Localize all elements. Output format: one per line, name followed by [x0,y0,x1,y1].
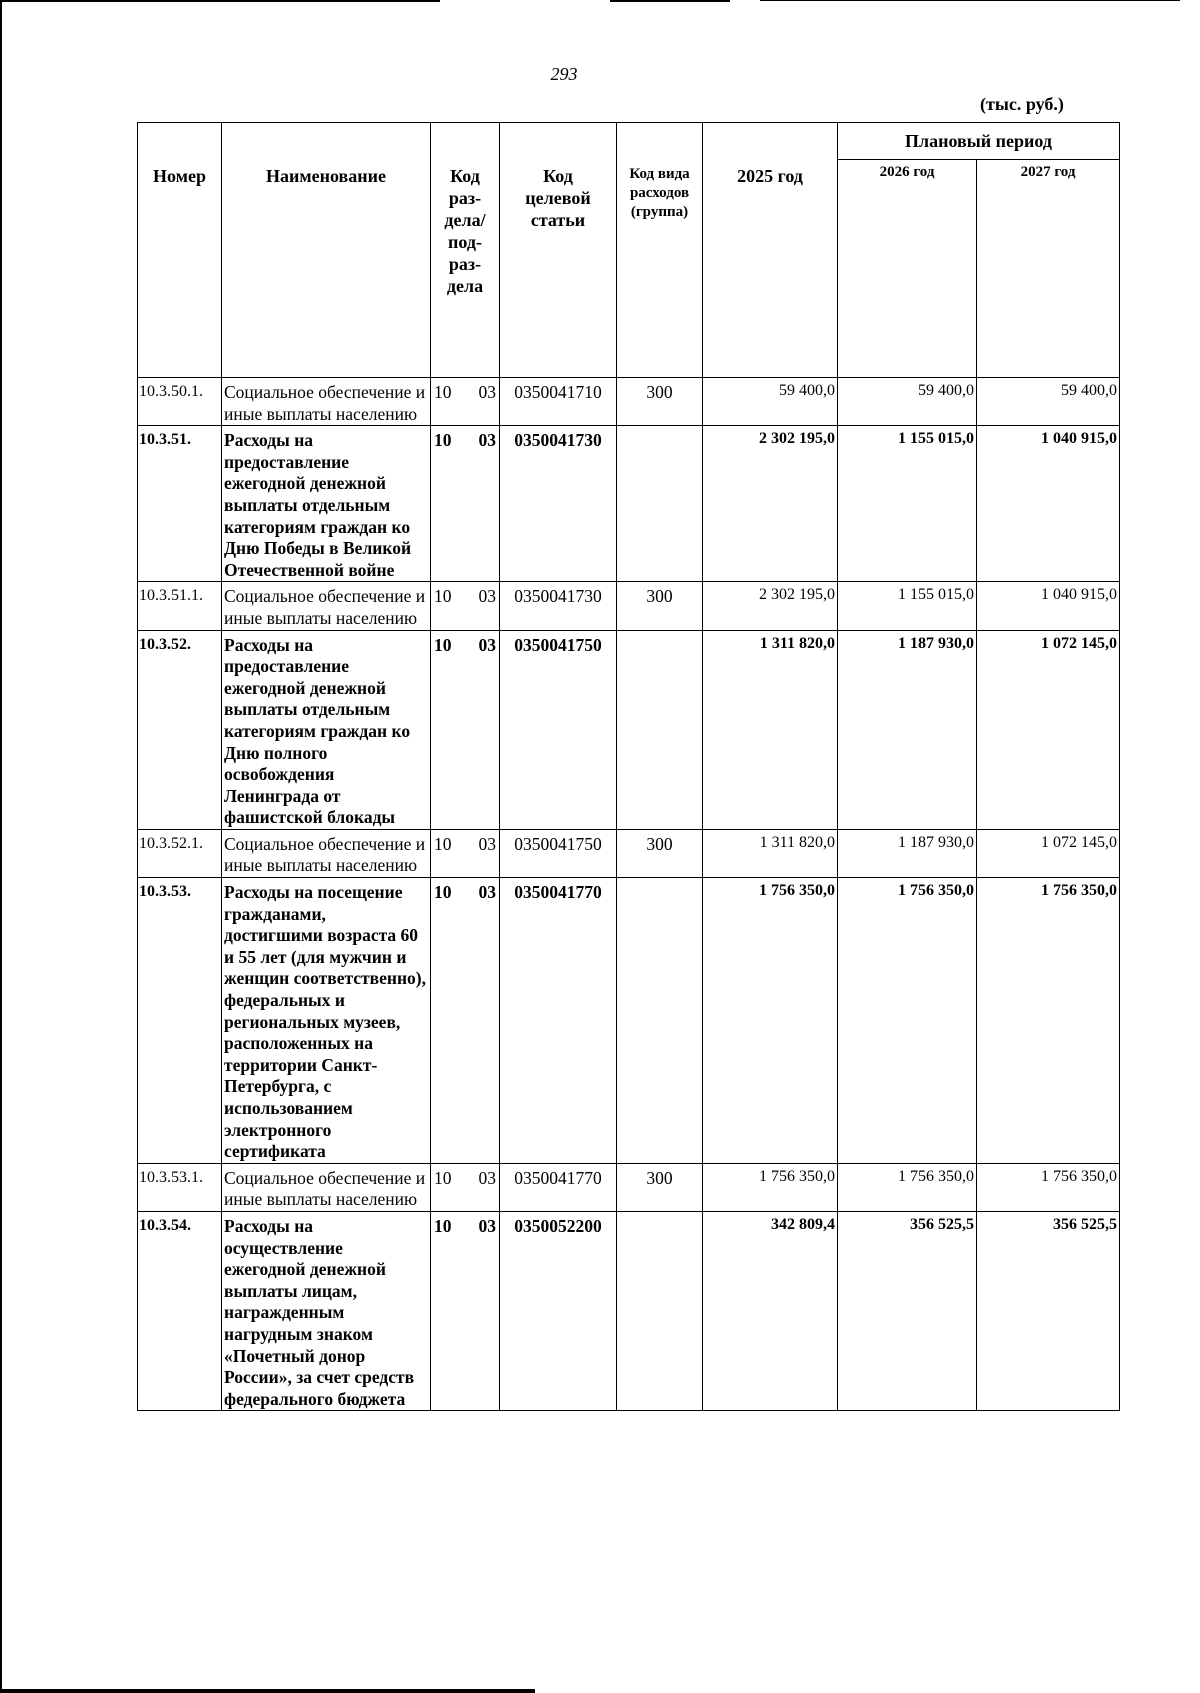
row-value-2025: 1 311 820,0 [703,630,838,829]
table-row [138,582,1120,630]
row-section-code [431,630,500,829]
header-year-2025: 2025 год [703,123,838,378]
row-target-code: 0350041770 [500,1163,617,1211]
row-section-code [431,1211,500,1410]
row-name: Социальное обеспечение и иные выплаты населению [222,1163,431,1211]
row-subsection: 03 [478,586,496,607]
row-value-2025: 1 311 820,0 [703,829,838,877]
row-expense-type: 300 [617,1163,703,1211]
row-expense-type [617,1211,703,1410]
row-value-2027: 1 072 145,0 [977,829,1120,877]
row-target-code: 0350052200 [500,1211,617,1410]
row-target-code: 0350041730 [500,582,617,630]
row-section: 10 [434,833,452,854]
row-expense-type: 300 [617,829,703,877]
row-value-2027: 1 040 915,0 [977,582,1120,630]
row-expense-type [617,426,703,582]
header-expense-type: Код вида расходов (группа) [617,123,703,378]
row-target-code: 0350041750 [500,630,617,829]
budget-table [137,122,1120,1411]
row-section-code [431,378,500,426]
row-number: 10.3.52. [138,630,222,829]
row-subsection: 03 [478,882,496,903]
header-name: Наименование [222,123,431,378]
row-subsection: 03 [478,430,496,451]
row-expense-type [617,878,703,1164]
row-value-2026: 1 756 350,0 [838,1163,977,1211]
row-section: 10 [434,586,452,607]
table-row [138,1163,1120,1211]
row-number: 10.3.52.1. [138,829,222,877]
row-value-2025: 1 756 350,0 [703,1163,838,1211]
row-value-2026: 1 756 350,0 [838,878,977,1164]
row-value-2025: 2 302 195,0 [703,582,838,630]
row-number: 10.3.51. [138,426,222,582]
row-name: Социальное обеспечение и иные выплаты населению [222,829,431,877]
row-name: Социальное обеспечение и иные выплаты населению [222,378,431,426]
header-number: Номер [138,123,222,378]
row-value-2025: 1 756 350,0 [703,878,838,1164]
row-subsection: 03 [478,1167,496,1188]
row-value-2026: 1 155 015,0 [838,426,977,582]
table-body [138,378,1120,1411]
header-year-2026: 2026 год [838,160,977,378]
row-subsection: 03 [478,382,496,402]
scan-edge-bottom [0,1689,535,1693]
row-target-code: 0350041710 [500,378,617,426]
scan-edge-left [0,0,2,1693]
header-planned-period: Плановый период [838,123,1120,160]
row-section-code [431,1163,500,1211]
table-row [138,378,1120,426]
row-number: 10.3.53. [138,878,222,1164]
row-expense-type: 300 [617,582,703,630]
row-name: Расходы на посещение гражданами, достигшими возраста 60 и 55 лет (для мужчин и женщин соответственно), федеральных и региональных музеев, расположенных на территории Санкт-Петербурга, с использованием электронного сертификата [222,878,431,1164]
scan-edge-top [760,0,1180,1]
row-name: Расходы на осуществление ежегодной денежной выплаты лицам, награжденным нагрудным знаком «Почетный донор России», за счет средств федерального бюджета [222,1211,431,1410]
scan-edge-top [610,0,730,2]
row-number: 10.3.54. [138,1211,222,1410]
row-name: Расходы на предоставление ежегодной денежной выплаты отдельным категориям граждан ко Дню Победы в Великой Отечественной войне [222,426,431,582]
row-section-code [431,582,500,630]
row-expense-type: 300 [617,378,703,426]
units-label: (тыс. руб.) [980,94,1064,114]
row-value-2027: 1 040 915,0 [977,426,1120,582]
row-section: 10 [434,882,452,903]
row-target-code: 0350041750 [500,829,617,877]
row-target-code: 0350041730 [500,426,617,582]
row-value-2026: 1 187 930,0 [838,630,977,829]
row-number: 10.3.53.1. [138,1163,222,1211]
header-year-2027: 2027 год [977,160,1120,378]
row-section-code [431,426,500,582]
row-section: 10 [434,1167,452,1188]
row-target-code: 0350041770 [500,878,617,1164]
row-number: 10.3.51.1. [138,582,222,630]
row-value-2026: 1 187 930,0 [838,829,977,877]
row-value-2026: 59 400,0 [838,378,977,426]
row-subsection: 03 [478,833,496,854]
row-value-2027: 1 072 145,0 [977,630,1120,829]
row-section-code [431,878,500,1164]
table-row [138,829,1120,877]
row-value-2027: 1 756 350,0 [977,1163,1120,1211]
table-row [138,1211,1120,1410]
header-section-code: Код раз-дела/ под-раз-дела [431,123,500,378]
row-section: 10 [434,634,452,655]
row-section-code [431,829,500,877]
row-section: 10 [434,430,452,451]
row-subsection: 03 [478,1215,496,1236]
row-expense-type [617,630,703,829]
row-value-2027: 356 525,5 [977,1211,1120,1410]
header-target-code: Код целевой статьи [500,123,617,378]
row-value-2025: 2 302 195,0 [703,426,838,582]
scan-edge-top [0,0,440,2]
row-number: 10.3.50.1. [138,378,222,426]
row-value-2026: 1 155 015,0 [838,582,977,630]
row-value-2025: 59 400,0 [703,378,838,426]
table-row [138,878,1120,1164]
header-row [138,123,1120,160]
row-value-2027: 59 400,0 [977,378,1120,426]
row-value-2027: 1 756 350,0 [977,878,1120,1164]
row-section: 10 [434,382,452,402]
page-number: 293 [550,64,578,84]
row-section: 10 [434,1215,452,1236]
table-row [138,630,1120,829]
table-row [138,426,1120,582]
row-name: Социальное обеспечение и иные выплаты населению [222,582,431,630]
row-value-2025: 342 809,4 [703,1211,838,1410]
row-name: Расходы на предоставление ежегодной денежной выплаты отдельным категориям граждан ко Дню полного освобождения Ленинграда от фашистской блокады [222,630,431,829]
row-subsection: 03 [478,634,496,655]
row-value-2026: 356 525,5 [838,1211,977,1410]
